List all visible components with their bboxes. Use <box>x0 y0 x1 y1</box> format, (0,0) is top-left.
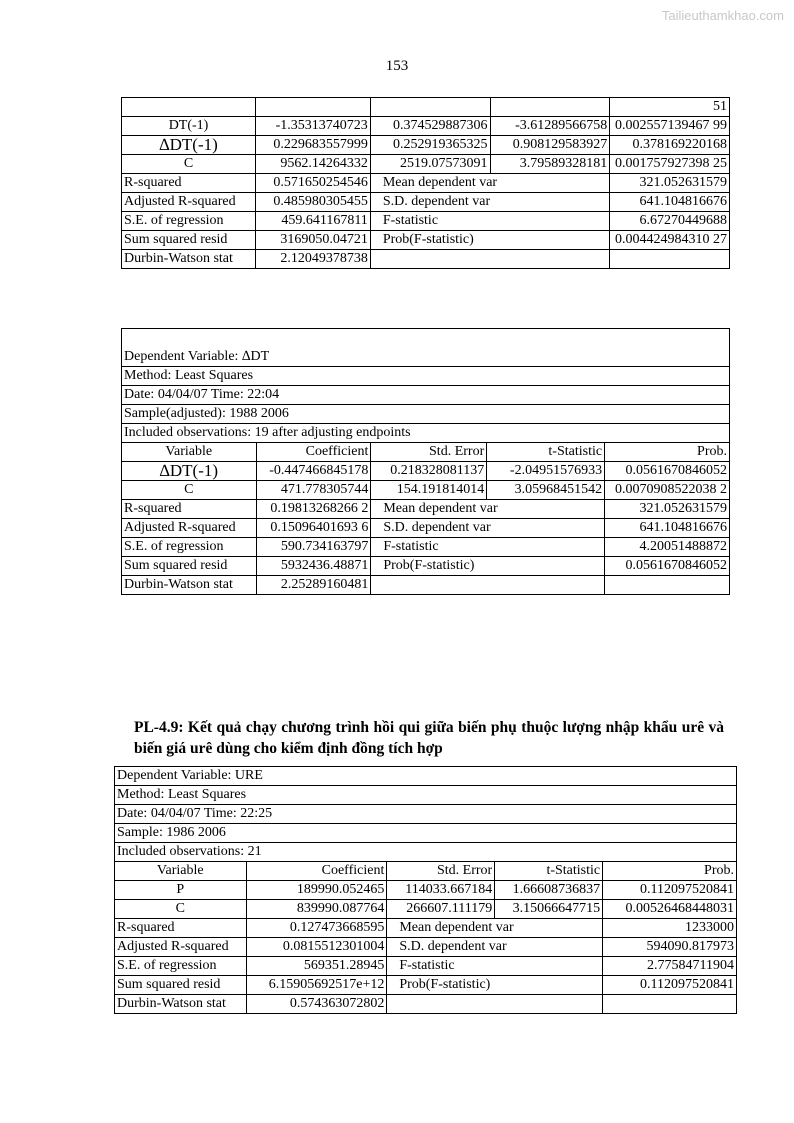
stat-label: S.D. dependent var <box>370 193 609 212</box>
column-header: Std. Error <box>387 862 495 881</box>
stat-value: 0.127473668595 <box>246 919 387 938</box>
stat-label: Mean dependent var <box>370 174 609 193</box>
watermark: Tailieuthamkhao.com <box>661 8 784 23</box>
stat-value: 0.0561670846052 <box>605 557 730 576</box>
stat-label: Prob(F-statistic) <box>370 231 609 250</box>
section-heading: PL-4.9: Kết quả chạy chương trình hồi qui giữa biến phụ thuộc lượng nhập khẩu urê và biến giá urê dùng cho kiểm định đồng tích hợp <box>134 719 724 757</box>
stat-label: Prob(F-statistic) <box>387 976 603 995</box>
stat-label: Sum squared resid <box>122 231 256 250</box>
table-row <box>122 231 730 250</box>
table-cell: 51 <box>610 98 730 117</box>
table-row <box>122 557 730 576</box>
table-row <box>115 843 737 862</box>
stat-value: 641.104816676 <box>605 519 730 538</box>
table-row <box>122 481 730 500</box>
table-row <box>115 767 737 786</box>
stat-value: 4.20051488872 <box>605 538 730 557</box>
table-row <box>122 538 730 557</box>
stat-value: 0.571650254546 <box>256 174 371 193</box>
stat-value: 594090.817973 <box>603 938 737 957</box>
table-row <box>122 98 730 117</box>
std-error-cell: 2519.07573091 <box>370 155 490 174</box>
sample-line: Sample: 1986 2006 <box>115 824 737 843</box>
variable-cell: ∆DT(-1) <box>122 462 257 481</box>
stat-label <box>370 250 609 269</box>
variable-cell: P <box>115 881 247 900</box>
stat-label: S.D. dependent var <box>371 519 605 538</box>
dependent-variable: Dependent Variable: ∆DT <box>122 329 730 367</box>
observations-line: Included observations: 19 after adjusting endpoints <box>122 424 730 443</box>
std-error-cell: 154.191814014 <box>371 481 487 500</box>
variable-cell: C <box>122 481 257 500</box>
stat-label: Mean dependent var <box>387 919 603 938</box>
stat-value: 2.77584711904 <box>603 957 737 976</box>
table-cell <box>490 98 610 117</box>
table-header-row <box>115 862 737 881</box>
std-error-cell: 0.218328081137 <box>371 462 487 481</box>
stat-value <box>603 995 737 1014</box>
stat-label: R-squared <box>115 919 247 938</box>
table-header-row <box>122 443 730 462</box>
stat-value: 0.0815512301004 <box>246 938 387 957</box>
date-line: Date: 04/04/07 Time: 22:25 <box>115 805 737 824</box>
table-row <box>122 424 730 443</box>
table-row <box>122 500 730 519</box>
column-header: Prob. <box>603 862 737 881</box>
table-row <box>122 174 730 193</box>
stat-value: 0.574363072802 <box>246 995 387 1014</box>
column-header: Coefficient <box>246 862 387 881</box>
table-row <box>115 786 737 805</box>
column-header: Prob. <box>605 443 730 462</box>
stat-value: 0.485980305455 <box>256 193 371 212</box>
prob-cell: 0.002557139467 99 <box>610 117 730 136</box>
coefficient-cell: 471.778305744 <box>256 481 371 500</box>
stat-value: 569351.28945 <box>246 957 387 976</box>
variable-cell: ∆DT(-1) <box>122 136 256 155</box>
regression-table-3 <box>114 766 737 1014</box>
column-header: Variable <box>115 862 247 881</box>
sample-line: Sample(adjusted): 1988 2006 <box>122 405 730 424</box>
prob-cell: 0.0561670846052 <box>605 462 730 481</box>
stat-label: Sum squared resid <box>122 557 257 576</box>
coefficient-cell: 9562.14264332 <box>256 155 371 174</box>
table-row <box>122 193 730 212</box>
table-cell <box>370 98 490 117</box>
std-error-cell: 114033.667184 <box>387 881 495 900</box>
method-line: Method: Least Squares <box>122 367 730 386</box>
prob-cell: 0.378169220168 <box>610 136 730 155</box>
t-stat-cell: -3.61289566758 <box>490 117 610 136</box>
table-row <box>115 938 737 957</box>
stat-value: 0.112097520841 <box>603 976 737 995</box>
stat-value: 459.641167811 <box>256 212 371 231</box>
table-row <box>122 155 730 174</box>
stat-label <box>387 995 603 1014</box>
stat-value: 0.15096401693 6 <box>256 519 371 538</box>
variable-cell: C <box>122 155 256 174</box>
std-error-cell: 0.252919365325 <box>370 136 490 155</box>
stat-value: 6.67270449688 <box>610 212 730 231</box>
stat-value: 6.15905692517e+12 <box>246 976 387 995</box>
t-stat-cell: -2.04951576933 <box>487 462 605 481</box>
table-row <box>122 212 730 231</box>
prob-cell: 0.00526468448031 <box>603 900 737 919</box>
regression-table-2 <box>121 328 730 595</box>
stat-label: S.D. dependent var <box>387 938 603 957</box>
variable-cell: DT(-1) <box>122 117 256 136</box>
table-row <box>122 462 730 481</box>
stat-value: 321.052631579 <box>605 500 730 519</box>
column-header: Coefficient <box>256 443 371 462</box>
method-line: Method: Least Squares <box>115 786 737 805</box>
stat-value: 0.004424984310 27 <box>610 231 730 250</box>
column-header: Std. Error <box>371 443 487 462</box>
stat-value: 641.104816676 <box>610 193 730 212</box>
stat-label: S.E. of regression <box>115 957 247 976</box>
stat-label: Durbin-Watson stat <box>122 250 256 269</box>
table-row <box>122 405 730 424</box>
table-row <box>122 136 730 155</box>
stat-label: Adjusted R-squared <box>122 519 257 538</box>
stat-label: Adjusted R-squared <box>115 938 247 957</box>
stat-label: Durbin-Watson stat <box>115 995 247 1014</box>
stat-value: 590.734163797 <box>256 538 371 557</box>
column-header: t-Statistic <box>495 862 603 881</box>
table-row <box>122 367 730 386</box>
t-stat-cell: 3.79589328181 <box>490 155 610 174</box>
table-row <box>122 329 730 367</box>
table-row <box>122 250 730 269</box>
prob-cell: 0.001757927398 25 <box>610 155 730 174</box>
stat-value: 0.19813268266 2 <box>256 500 371 519</box>
variable-cell: C <box>115 900 247 919</box>
prob-cell: 0.112097520841 <box>603 881 737 900</box>
table-cell <box>256 98 371 117</box>
coefficient-cell: 189990.052465 <box>246 881 387 900</box>
stat-label: Prob(F-statistic) <box>371 557 605 576</box>
stat-label: S.E. of regression <box>122 538 257 557</box>
stat-label <box>371 576 605 595</box>
table-row <box>122 519 730 538</box>
stat-value <box>605 576 730 595</box>
table-row <box>115 995 737 1014</box>
stat-label: F-statistic <box>387 957 603 976</box>
table-row <box>122 117 730 136</box>
coefficient-cell: -0.447466845178 <box>256 462 371 481</box>
coefficient-cell: -1.35313740723 <box>256 117 371 136</box>
dependent-variable: Dependent Variable: URE <box>115 767 737 786</box>
table-row <box>122 576 730 595</box>
stat-label: F-statistic <box>371 538 605 557</box>
stat-value: 3169050.04721 <box>256 231 371 250</box>
stat-label: F-statistic <box>370 212 609 231</box>
table-row <box>115 976 737 995</box>
stat-label: Sum squared resid <box>115 976 247 995</box>
page-number: 153 <box>385 58 409 74</box>
coefficient-cell: 0.229683557999 <box>256 136 371 155</box>
stat-value: 2.12049378738 <box>256 250 371 269</box>
stat-label: S.E. of regression <box>122 212 256 231</box>
stat-label: Mean dependent var <box>371 500 605 519</box>
stat-value <box>610 250 730 269</box>
stat-value: 321.052631579 <box>610 174 730 193</box>
coefficient-cell: 839990.087764 <box>246 900 387 919</box>
std-error-cell: 0.374529887306 <box>370 117 490 136</box>
table-row <box>115 824 737 843</box>
column-header: Variable <box>122 443 257 462</box>
table-row <box>115 919 737 938</box>
std-error-cell: 266607.111179 <box>387 900 495 919</box>
table-row <box>115 957 737 976</box>
date-line: Date: 04/04/07 Time: 22:04 <box>122 386 730 405</box>
stat-label: R-squared <box>122 174 256 193</box>
column-header: t-Statistic <box>487 443 605 462</box>
t-stat-cell: 0.908129583927 <box>490 136 610 155</box>
prob-cell: 0.0070908522038 2 <box>605 481 730 500</box>
t-stat-cell: 3.15066647715 <box>495 900 603 919</box>
observations-line: Included observations: 21 <box>115 843 737 862</box>
table-row <box>115 900 737 919</box>
table-cell <box>122 98 256 117</box>
t-stat-cell: 3.05968451542 <box>487 481 605 500</box>
stat-value: 1233000 <box>603 919 737 938</box>
table-row <box>115 805 737 824</box>
table-row <box>115 881 737 900</box>
regression-table-1 <box>121 97 730 269</box>
stat-value: 2.25289160481 <box>256 576 371 595</box>
t-stat-cell: 1.66608736837 <box>495 881 603 900</box>
stat-label: Durbin-Watson stat <box>122 576 257 595</box>
stat-label: R-squared <box>122 500 257 519</box>
stat-label: Adjusted R-squared <box>122 193 256 212</box>
stat-value: 5932436.48871 <box>256 557 371 576</box>
table-row <box>122 386 730 405</box>
